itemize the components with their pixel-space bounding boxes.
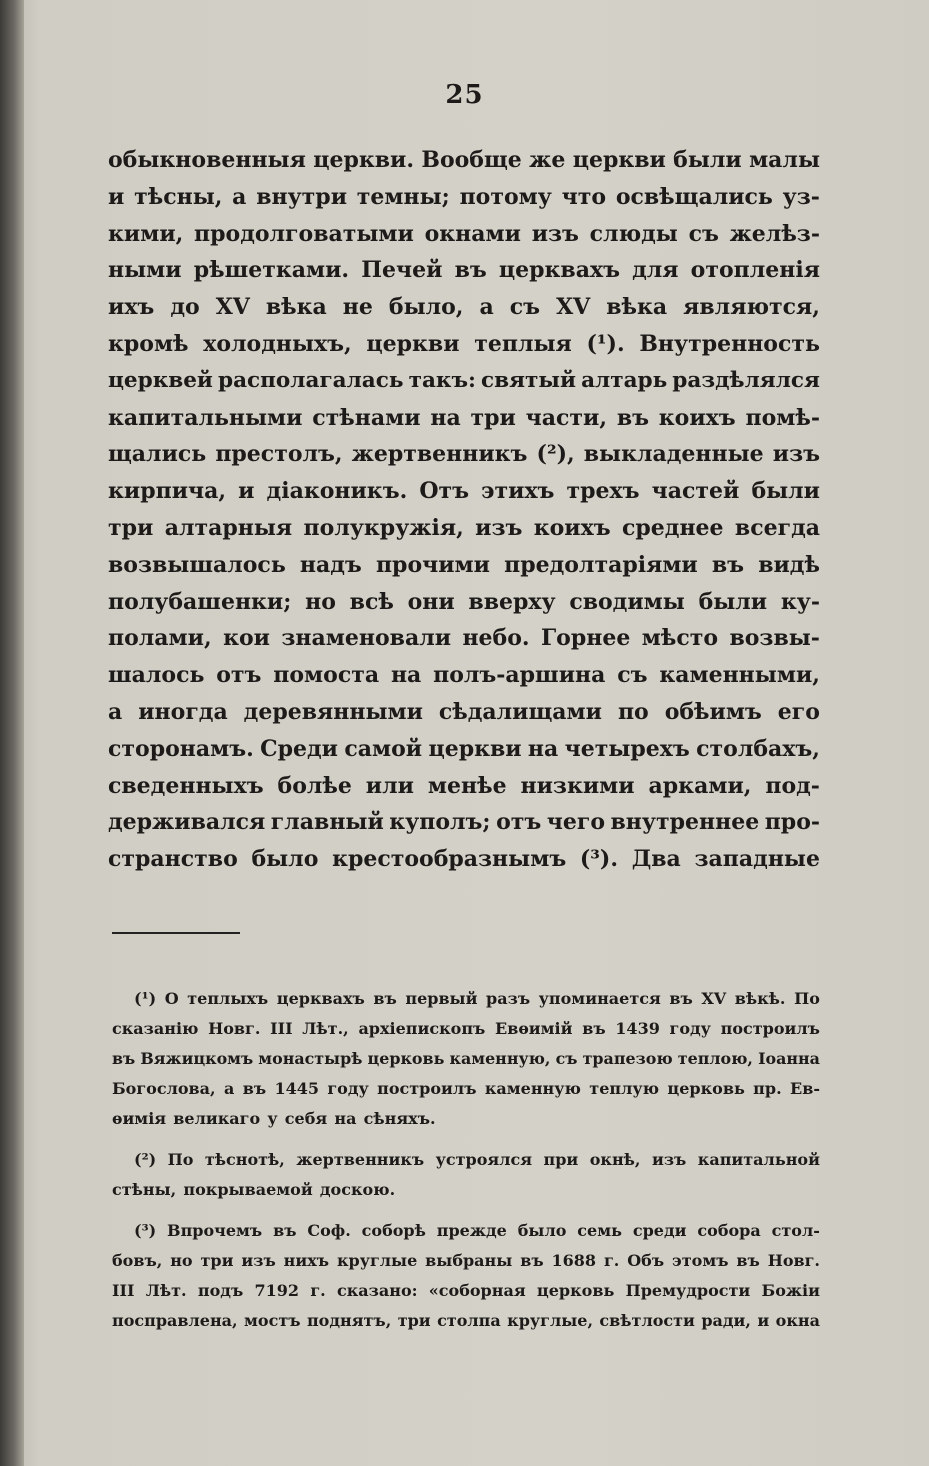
word: По bbox=[794, 989, 820, 1008]
word: Вяжицкомъ bbox=[140, 1049, 254, 1068]
word: святый bbox=[481, 367, 576, 393]
word: въ bbox=[736, 1251, 760, 1270]
word: западные bbox=[694, 846, 820, 873]
footnote-2-line bbox=[112, 1145, 820, 1175]
word: жертвенникъ bbox=[351, 441, 528, 468]
word: слюды bbox=[589, 220, 678, 247]
word: столбахъ, bbox=[696, 735, 820, 762]
word: Іоанна bbox=[758, 1049, 820, 1068]
word: освѣщались bbox=[615, 183, 773, 210]
word: кирпича, bbox=[108, 478, 227, 505]
footnote-1-line bbox=[112, 1104, 820, 1134]
word: кромѣ bbox=[108, 330, 189, 357]
footnote-3-line bbox=[112, 1246, 820, 1276]
word: сказанію bbox=[112, 1019, 199, 1038]
word: изъ bbox=[241, 1251, 276, 1270]
word: прочими bbox=[375, 551, 490, 578]
text-line bbox=[108, 694, 820, 731]
word: теплую bbox=[589, 1079, 660, 1098]
word: отъ bbox=[496, 809, 542, 836]
word: крестообразнымъ bbox=[332, 846, 567, 873]
word: его bbox=[777, 698, 820, 725]
word: бовъ, bbox=[112, 1251, 163, 1270]
word: столпа bbox=[437, 1311, 501, 1330]
footnote-2-line bbox=[112, 1175, 820, 1205]
word: Ев- bbox=[790, 1079, 820, 1098]
word: рѣшетками. bbox=[193, 257, 350, 284]
word: а bbox=[232, 183, 247, 210]
word: окнами bbox=[424, 220, 521, 247]
word: въ bbox=[582, 1019, 606, 1038]
word: полубашенки; bbox=[108, 588, 292, 615]
word: при bbox=[543, 1150, 579, 1169]
word: церкви bbox=[428, 735, 522, 762]
word: же bbox=[529, 147, 566, 173]
text-line bbox=[108, 252, 820, 289]
word: въ bbox=[520, 1251, 544, 1270]
word: церквахъ bbox=[276, 989, 365, 1008]
word: церковь bbox=[367, 1049, 445, 1068]
word: деревянными bbox=[243, 698, 423, 725]
word: всѣ bbox=[349, 588, 394, 615]
word: этомъ bbox=[672, 1251, 729, 1270]
word: отъ bbox=[216, 662, 262, 689]
word: этихъ bbox=[481, 478, 555, 505]
word: церковь bbox=[667, 1079, 745, 1098]
word: построилъ bbox=[377, 1079, 477, 1098]
word: сведенныхъ bbox=[108, 772, 264, 799]
word: шалось bbox=[108, 662, 205, 689]
word: Вообще bbox=[421, 147, 522, 173]
word: видѣ bbox=[758, 551, 820, 578]
word: внутреннее bbox=[610, 809, 760, 836]
word: тѣсны, bbox=[134, 183, 223, 210]
word: холодныхъ, bbox=[203, 330, 352, 357]
word: алтарь bbox=[581, 367, 668, 393]
text-line bbox=[108, 289, 820, 326]
word: (³) bbox=[134, 1221, 157, 1240]
word: вѣкѣ. bbox=[734, 989, 786, 1008]
word: архіепископъ bbox=[358, 1019, 486, 1038]
word: соборѣ bbox=[361, 1221, 426, 1240]
footnote-1-line bbox=[112, 1044, 820, 1074]
word: среднее bbox=[622, 514, 724, 541]
word: Божіи bbox=[761, 1281, 820, 1300]
word: устроялся bbox=[435, 1150, 533, 1169]
word: XV bbox=[215, 294, 250, 321]
text-line bbox=[108, 363, 820, 400]
word: Объ bbox=[627, 1251, 665, 1270]
word: ѳимія bbox=[112, 1109, 167, 1128]
word: теплою, bbox=[677, 1049, 753, 1068]
word: сѣняхъ. bbox=[363, 1109, 436, 1128]
word: сторонамъ. bbox=[108, 735, 254, 762]
word: полами, bbox=[108, 625, 212, 652]
word: выбраны bbox=[425, 1251, 513, 1270]
word: семь bbox=[577, 1221, 622, 1240]
word: XV bbox=[701, 989, 727, 1008]
footnote-1-line bbox=[112, 984, 820, 1014]
word: или bbox=[365, 772, 414, 799]
word: круглые bbox=[336, 1251, 418, 1270]
word: были bbox=[698, 588, 768, 615]
word: себя bbox=[284, 1109, 328, 1128]
word: низкими bbox=[520, 772, 635, 799]
text-line bbox=[108, 510, 820, 547]
word: алтарныя bbox=[164, 514, 293, 541]
word: каменными, bbox=[659, 662, 820, 689]
word: арками, bbox=[648, 772, 752, 799]
word: Новг. bbox=[767, 1251, 820, 1270]
word: являются, bbox=[683, 294, 820, 321]
main-text-block bbox=[108, 142, 820, 878]
word: капитальными bbox=[108, 404, 303, 431]
word: чего bbox=[546, 809, 606, 836]
word: 1445 bbox=[274, 1079, 319, 1098]
word: иногда bbox=[138, 698, 228, 725]
word: мостъ bbox=[244, 1311, 301, 1330]
word: пр. bbox=[753, 1079, 782, 1098]
word: Премудрости bbox=[625, 1281, 751, 1300]
word: XV bbox=[556, 294, 591, 321]
word: самой bbox=[344, 735, 423, 762]
word: и bbox=[108, 183, 125, 210]
word: каменную, bbox=[449, 1049, 551, 1068]
word: теплыя bbox=[474, 330, 572, 357]
word: куполъ; bbox=[389, 809, 491, 836]
text-line bbox=[108, 657, 820, 694]
word: діаконикъ. bbox=[266, 478, 408, 505]
word: на bbox=[430, 404, 461, 431]
footnote-1-line bbox=[112, 1014, 820, 1044]
word: изъ bbox=[651, 1150, 687, 1169]
word: стѣны, bbox=[112, 1180, 177, 1199]
word: Лѣт. bbox=[145, 1281, 187, 1300]
word: продолговатыми bbox=[194, 220, 414, 247]
word: г. bbox=[310, 1281, 326, 1300]
word: обыкновенныя bbox=[108, 147, 306, 173]
word: и bbox=[757, 1311, 770, 1330]
word: въ bbox=[669, 989, 693, 1008]
word: они bbox=[407, 588, 455, 615]
word: малы bbox=[749, 147, 820, 173]
word: три bbox=[108, 514, 154, 541]
word: внутри bbox=[256, 183, 348, 210]
word: четырехъ bbox=[564, 735, 690, 762]
word: престолъ, bbox=[215, 441, 343, 468]
footnote-separator bbox=[112, 932, 240, 934]
word: 1439 bbox=[615, 1019, 660, 1038]
word: держивался bbox=[108, 809, 266, 836]
word: коихъ bbox=[658, 404, 736, 431]
word: посправлена, bbox=[112, 1311, 238, 1330]
word: возвышалось bbox=[108, 551, 286, 578]
word: О bbox=[164, 989, 179, 1008]
word: Лѣт., bbox=[302, 1019, 349, 1038]
text-line bbox=[108, 547, 820, 584]
word: 1688 bbox=[551, 1251, 597, 1270]
word: всегда bbox=[734, 514, 820, 541]
word: (²) bbox=[134, 1150, 157, 1169]
word: вверху bbox=[468, 588, 556, 615]
word: по bbox=[617, 698, 649, 725]
word: съ bbox=[688, 220, 719, 247]
text-line bbox=[108, 584, 820, 621]
word: потому bbox=[459, 183, 552, 210]
word: Горнее bbox=[540, 625, 631, 652]
word: Впрочемъ bbox=[167, 1221, 263, 1240]
word: прежде bbox=[436, 1221, 507, 1240]
word: (³). bbox=[579, 846, 619, 873]
word: великаго bbox=[173, 1109, 261, 1128]
word: подъ bbox=[197, 1281, 244, 1300]
word: болѣе bbox=[277, 772, 352, 799]
word: «соборная bbox=[428, 1281, 526, 1300]
word: покрываемой bbox=[183, 1180, 313, 1199]
word: церкви. bbox=[313, 147, 415, 173]
word: трапезою bbox=[582, 1049, 673, 1068]
word: церквей bbox=[108, 367, 213, 393]
text-line bbox=[108, 400, 820, 437]
text-line bbox=[108, 326, 820, 363]
word: въ bbox=[112, 1049, 136, 1068]
word: на bbox=[527, 735, 559, 762]
word: сводимы bbox=[569, 588, 685, 615]
word: теплыхъ bbox=[187, 989, 269, 1008]
word: для bbox=[632, 257, 679, 284]
word: три bbox=[397, 1311, 431, 1330]
word: выкладенные bbox=[583, 441, 764, 468]
word: Новг. bbox=[208, 1019, 261, 1038]
word: 7192 bbox=[254, 1281, 300, 1300]
word: были bbox=[673, 147, 742, 173]
word: г. bbox=[603, 1251, 620, 1270]
word: Внутренность bbox=[639, 330, 820, 357]
word: помѣ- bbox=[745, 404, 820, 431]
word: собора bbox=[697, 1221, 761, 1240]
word: церкви bbox=[366, 330, 460, 357]
word: упоминается bbox=[538, 989, 661, 1008]
word: вѣка bbox=[606, 294, 668, 321]
word: изъ bbox=[475, 514, 523, 541]
text-line bbox=[108, 179, 820, 216]
word: окнѣ, bbox=[589, 1150, 641, 1169]
book-binding-edge bbox=[0, 0, 24, 1466]
word: щались bbox=[108, 441, 207, 468]
text-line bbox=[108, 436, 820, 473]
word: было bbox=[517, 1221, 567, 1240]
word: каменную bbox=[484, 1079, 581, 1098]
word: на bbox=[390, 662, 422, 689]
word: под- bbox=[765, 772, 820, 799]
word: круглые, bbox=[507, 1311, 594, 1330]
word: окна bbox=[775, 1311, 820, 1330]
text-line bbox=[108, 620, 820, 657]
word: ради, bbox=[701, 1311, 751, 1330]
word: году bbox=[669, 1019, 711, 1038]
word: ными bbox=[108, 257, 182, 284]
word: такъ: bbox=[408, 367, 476, 393]
word: изъ bbox=[772, 441, 820, 468]
word: въ bbox=[616, 404, 649, 431]
word: помоста bbox=[273, 662, 380, 689]
word: стол- bbox=[771, 1221, 820, 1240]
word: въ bbox=[373, 989, 397, 1008]
word: а bbox=[479, 294, 494, 321]
word: вѣка bbox=[265, 294, 327, 321]
word: но bbox=[170, 1251, 193, 1270]
word: обѣимъ bbox=[664, 698, 762, 725]
page-number: 25 bbox=[445, 80, 484, 110]
word: первый bbox=[405, 989, 478, 1008]
text-line bbox=[108, 768, 820, 805]
text-line bbox=[108, 804, 820, 841]
word: на bbox=[334, 1109, 357, 1128]
word: монастырѣ bbox=[258, 1049, 363, 1068]
word: про- bbox=[764, 809, 820, 836]
word: не bbox=[342, 294, 373, 321]
text-line bbox=[108, 142, 820, 179]
word: ку- bbox=[780, 588, 820, 615]
word: церковь bbox=[536, 1281, 615, 1300]
word: менѣе bbox=[427, 772, 507, 799]
word: тѣснотѣ, bbox=[204, 1150, 285, 1169]
word: желѣз- bbox=[729, 220, 820, 247]
word: полъ-аршина bbox=[433, 662, 606, 689]
word: съ bbox=[617, 662, 648, 689]
word: въ bbox=[273, 1221, 297, 1240]
word: году bbox=[327, 1079, 369, 1098]
word: три bbox=[470, 404, 516, 431]
word: Богослова, bbox=[112, 1079, 216, 1098]
word: съ bbox=[555, 1049, 578, 1068]
word: Печей bbox=[361, 257, 443, 284]
word: разъ bbox=[486, 989, 531, 1008]
word: сказано: bbox=[336, 1281, 418, 1300]
word: III bbox=[112, 1281, 135, 1300]
word: свѣтлости bbox=[599, 1311, 695, 1330]
word: (¹). bbox=[586, 330, 625, 357]
word: частей bbox=[651, 478, 740, 505]
word: надъ bbox=[299, 551, 362, 578]
footnote-3-line bbox=[112, 1276, 820, 1306]
word: изъ bbox=[531, 220, 579, 247]
footnote-1-line bbox=[112, 1074, 820, 1104]
text-line bbox=[108, 473, 820, 510]
word: въ bbox=[242, 1079, 267, 1098]
word: а bbox=[108, 698, 123, 725]
word: что bbox=[561, 183, 607, 210]
text-line bbox=[108, 841, 820, 878]
word: а bbox=[223, 1079, 235, 1098]
word: (¹) bbox=[134, 989, 157, 1008]
word: уз- bbox=[782, 183, 820, 210]
word: было bbox=[251, 846, 319, 873]
word: кими, bbox=[108, 220, 184, 247]
word: Соф. bbox=[307, 1221, 351, 1240]
word: у bbox=[267, 1109, 278, 1128]
word: раздѣлялся bbox=[672, 367, 820, 393]
word: коихъ bbox=[533, 514, 611, 541]
word: церкви bbox=[572, 147, 666, 173]
word: кои bbox=[223, 625, 270, 652]
word: въ bbox=[454, 257, 487, 284]
word: располагалась bbox=[218, 367, 404, 393]
word: было, bbox=[388, 294, 464, 321]
word: сѣдалищами bbox=[438, 698, 602, 725]
word: поднятъ, bbox=[306, 1311, 392, 1330]
word: странство bbox=[108, 846, 238, 873]
word: трехъ bbox=[566, 478, 640, 505]
word: построилъ bbox=[720, 1019, 820, 1038]
word: жертвенникъ bbox=[296, 1150, 425, 1169]
footnotes-block bbox=[112, 984, 820, 1336]
word: капитальной bbox=[697, 1150, 820, 1169]
word: нихъ bbox=[283, 1251, 330, 1270]
word: (²), bbox=[536, 441, 575, 468]
text-line bbox=[108, 731, 820, 768]
word: ихъ bbox=[108, 294, 155, 321]
word: но bbox=[305, 588, 336, 615]
word: стѣнами bbox=[312, 404, 421, 431]
word: отопленія bbox=[690, 257, 820, 284]
text-line bbox=[108, 216, 820, 253]
word: По bbox=[167, 1150, 194, 1169]
word: три bbox=[200, 1251, 234, 1270]
word: Отъ bbox=[419, 478, 469, 505]
word: до bbox=[170, 294, 200, 321]
word: среди bbox=[632, 1221, 687, 1240]
word: знаменовали bbox=[281, 625, 452, 652]
word: доскою. bbox=[319, 1180, 396, 1199]
word: темны; bbox=[356, 183, 450, 210]
word: и bbox=[238, 478, 255, 505]
word: церквахъ bbox=[498, 257, 620, 284]
word: были bbox=[751, 478, 820, 505]
footnote-3-line bbox=[112, 1306, 820, 1336]
word: части, bbox=[525, 404, 608, 431]
word: Среди bbox=[260, 735, 338, 762]
word: съ bbox=[509, 294, 541, 321]
word: полукружія, bbox=[303, 514, 464, 541]
word: Евѳимій bbox=[495, 1019, 573, 1038]
word: III bbox=[270, 1019, 293, 1038]
word: мѣсто bbox=[641, 625, 719, 652]
word: Два bbox=[631, 846, 681, 873]
word: въ bbox=[711, 551, 745, 578]
word: предолтаріями bbox=[504, 551, 698, 578]
word: главный bbox=[270, 809, 384, 836]
word: возвы- bbox=[729, 625, 820, 652]
word: небо. bbox=[462, 625, 530, 652]
footnote-3-line bbox=[112, 1216, 820, 1246]
